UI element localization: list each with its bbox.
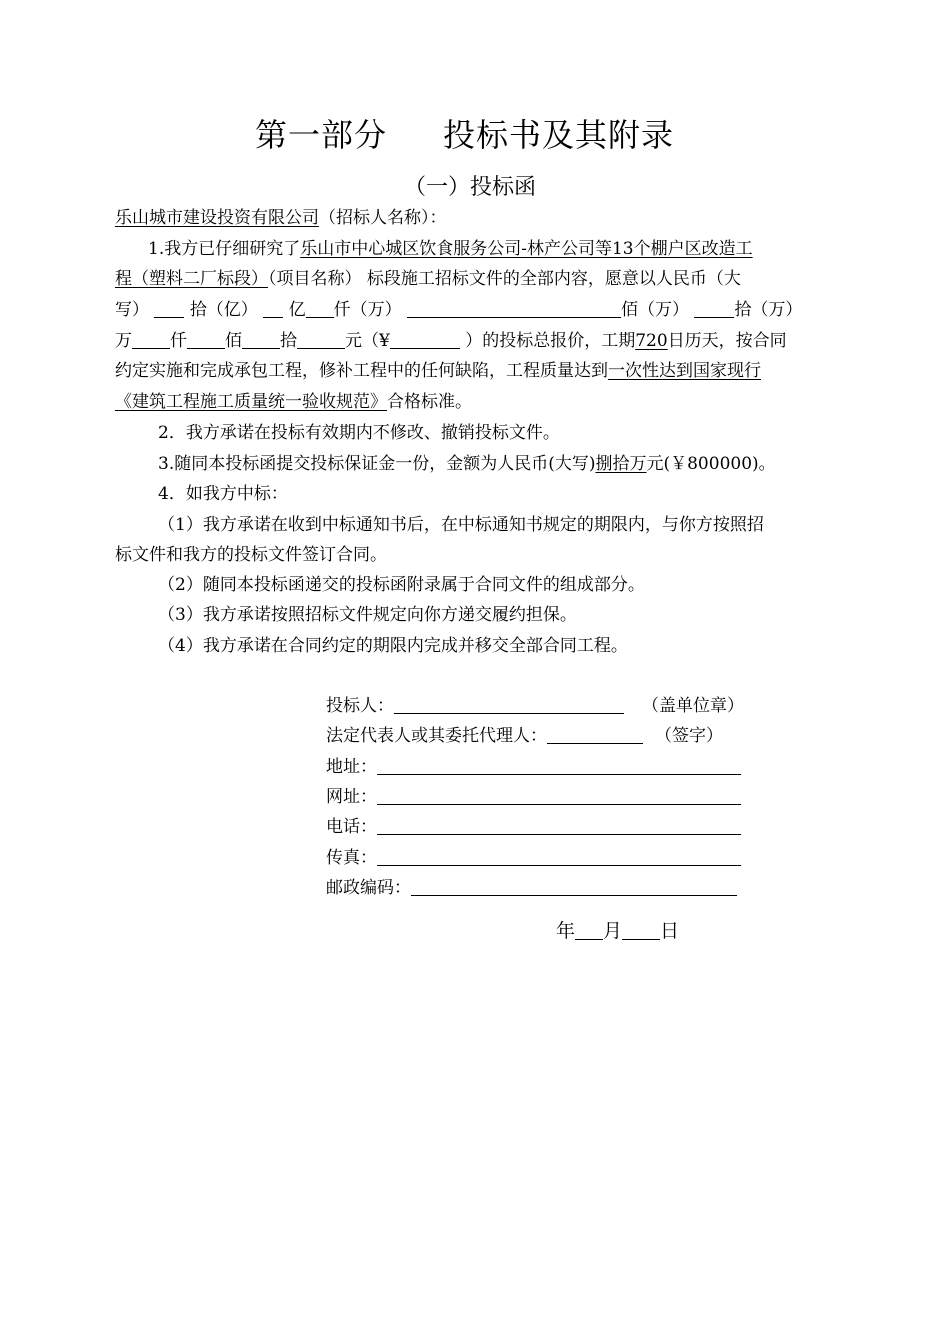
fax-row — [326, 843, 741, 873]
quality-standard: 一次性达到国家现行 — [608, 361, 761, 381]
rep-field[interactable] — [547, 725, 643, 744]
website-field[interactable] — [377, 786, 741, 805]
address-field[interactable] — [377, 756, 741, 775]
subtitle: （一）投标函 — [404, 175, 537, 200]
item1-text: （项目名称） 标段施工招标文件的全部内容，愿意以人民币（大 — [268, 269, 741, 289]
item1-text: 元（¥ — [345, 331, 390, 351]
address-row — [326, 752, 741, 782]
bidder-row — [326, 691, 744, 721]
item1-text: 合格标准。 — [387, 392, 472, 412]
item3-text: 元(￥800000)。 — [646, 454, 776, 474]
item1-text: 佰（万） — [621, 300, 690, 320]
title-main: 投标书及其附录 — [443, 116, 675, 154]
item1-text: 仟 — [170, 331, 187, 351]
item1-text: 写） — [115, 300, 149, 320]
item1-text: 万 — [115, 331, 132, 351]
item1-text: 约定实施和完成承包工程，修补工程中的任何缺陷，工程质量达到 — [115, 361, 608, 381]
item1-text: 日历天，按合同 — [667, 331, 787, 351]
title-part: 第一部分 — [255, 116, 388, 154]
amount-blank[interactable] — [306, 299, 334, 318]
item1-line6 — [115, 387, 472, 417]
month-label: 月 — [603, 920, 623, 942]
amount-blank[interactable] — [390, 330, 460, 349]
duration-days: 720 — [635, 331, 668, 351]
phone-label: 电话： — [326, 817, 377, 837]
day-label: 日 — [660, 920, 680, 942]
item1-line2 — [115, 264, 741, 294]
project-name-cont: 程（塑料二厂标段） — [115, 269, 268, 289]
date-line — [556, 916, 679, 946]
bidder-field[interactable] — [394, 695, 624, 714]
bidder-note: （盖单位章） — [642, 696, 744, 716]
day-field[interactable] — [622, 921, 660, 940]
postcode-row — [326, 873, 737, 903]
month-field[interactable] — [575, 921, 603, 940]
page-title — [255, 110, 674, 156]
bond-amount: 捌拾万 — [595, 454, 647, 474]
item3 — [158, 449, 776, 479]
amount-blank[interactable] — [407, 299, 621, 318]
amount-blank[interactable] — [154, 299, 184, 318]
website-row — [326, 782, 741, 812]
amount-blank[interactable] — [242, 330, 280, 349]
phone-row — [326, 812, 741, 842]
addressee-name: 乐山城市建设投资有限公司 — [115, 208, 319, 228]
amount-blank[interactable] — [132, 330, 170, 349]
item1-text: ）的投标总报价，工期 — [465, 331, 636, 351]
fax-label: 传真： — [326, 848, 377, 868]
address-label: 地址： — [326, 757, 377, 777]
item1-text: 拾（万） — [734, 300, 803, 320]
item1-line4 — [115, 326, 787, 356]
item2: 2．我方承诺在投标有效期内不修改、撤销投标文件。 — [158, 423, 560, 443]
item1-text: 拾（亿） — [189, 300, 258, 320]
sub-item-1-cont: 标文件和我方的投标文件签订合同。 — [115, 545, 387, 565]
item1-text: 佰 — [225, 331, 242, 351]
item1-text: 1.我方已仔细研究了 — [148, 239, 301, 259]
fax-field[interactable] — [377, 847, 741, 866]
sub-item-1: （1）我方承诺在收到中标通知书后，在中标通知书规定的期限内，与你方按照招 — [158, 515, 764, 535]
item4: 4．如我方中标： — [158, 484, 288, 504]
website-label: 网址： — [326, 787, 377, 807]
item1-line1 — [148, 234, 753, 264]
rep-note: （签字） — [655, 726, 723, 746]
amount-blank[interactable] — [694, 299, 734, 318]
item1-text: 拾 — [280, 331, 297, 351]
amount-blank[interactable] — [297, 330, 345, 349]
item1-text: 亿 — [288, 300, 306, 320]
phone-field[interactable] — [377, 816, 741, 835]
quality-standard-cont: 《建筑工程施工质量统一验收规范》 — [115, 392, 387, 412]
sub-item-4: （4）我方承诺在合同约定的期限内完成并移交全部合同工程。 — [158, 636, 628, 656]
amount-blank[interactable] — [187, 330, 225, 349]
addressee-suffix: （招标人名称）： — [319, 208, 447, 228]
sub-item-3: （3）我方承诺按照招标文件规定向你方递交履约担保。 — [158, 605, 577, 625]
rep-row — [326, 721, 723, 751]
year-label: 年 — [556, 920, 576, 942]
item1-line3 — [115, 295, 802, 325]
amount-blank[interactable] — [263, 299, 283, 318]
sub-item-2: （2）随同本投标函递交的投标函附录属于合同文件的组成部分。 — [158, 575, 645, 595]
postcode-label: 邮政编码： — [326, 878, 411, 898]
rep-label: 法定代表人或其委托代理人： — [326, 726, 547, 746]
addressee-line — [115, 203, 447, 233]
item3-text: 3.随同本投标函提交投标保证金一份，金额为人民币(大写) — [158, 454, 596, 474]
bidder-label: 投标人： — [326, 696, 394, 716]
project-name: 乐山市中心城区饮食服务公司-林产公司等13个棚户区改造工 — [300, 239, 753, 259]
item1-line5 — [115, 356, 761, 386]
postcode-field[interactable] — [411, 877, 737, 896]
item1-text: 仟（万） — [333, 300, 402, 320]
